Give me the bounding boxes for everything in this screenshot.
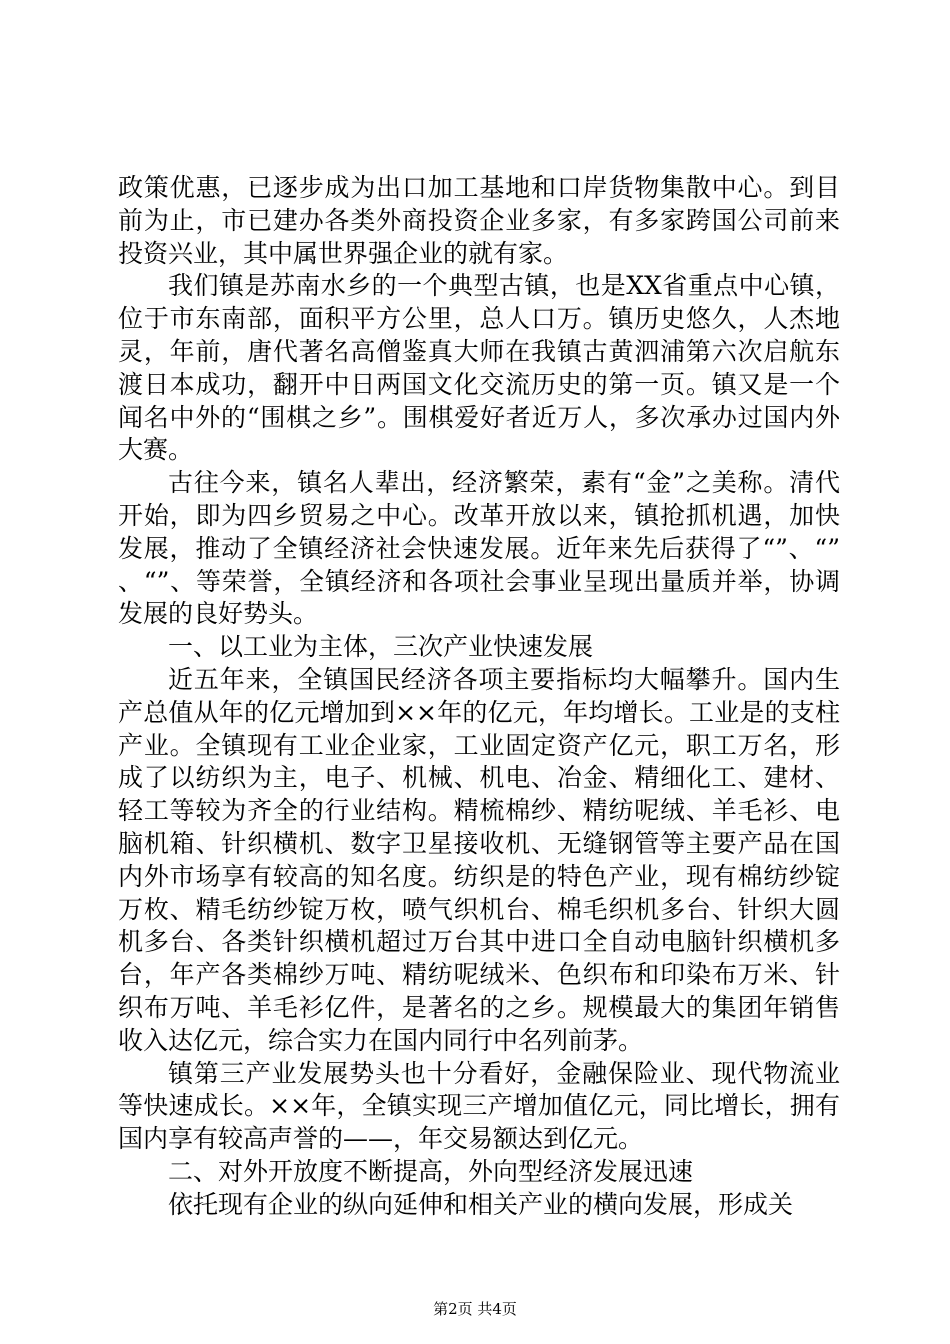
document-body [118, 172, 840, 1222]
paragraph-2: 我们镇是苏南水乡的一个典型古镇，也是XX省重点中心镇，位于市东南部，面积平方公里，总人口万。镇历史悠久，人杰地灵，年前，唐代著名高僧鉴真大师在我镇古黄泗浦第六次启航东渡日本成功，翻开中日两国文化交流历史的第一页。镇又是一个闻名中外的“围棋之乡”。围棋爱好者近万人，多次承办过国内外大赛。 [118, 271, 840, 465]
paragraph-6: 依托现有企业的纵向延伸和相关产业的横向发展，形成关 [168, 1189, 794, 1219]
paragraph-5: 镇第三产业发展势头也十分看好，金融保险业、现代物流业等快速成长。××年，全镇实现三产增加值亿元，同比增长，拥有国内享有较高声誉的——，年交易额达到亿元。 [118, 1058, 840, 1154]
paragraph-4: 近五年来，全镇国民经济各项主要指标均大幅攀升。国内生产总值从年的亿元增加到××年的亿元，年均增长。工业是的支柱产业。全镇现有工业企业家，工业固定资产亿元，职工万名，形成了以纺织为主，电子、机械、机电、冶金、精细化工、建材、轻工等较为齐全的行业结构。精梳棉纱、精纺呢绒、羊毛衫、电脑机箱、针织横机、数字卫星接收机、无缝钢管等主要产品在国内外市场享有较高的知名度。纺织是的特色产业，现有棉纺纱锭万枚、精毛纺纱锭万枚，喷气织机台、棉毛织机多台、针织大圆机多台、各类针织横机超过万台其中进口全自动电脑针织横机多台，年产各类棉纱万吨、精纺呢绒米、色织布和印染布万米、针织布万吨、羊毛衫亿件，是著名的之乡。规模最大的集团年销售收入达亿元，综合实力在国内同行中名列前茅。 [118, 664, 840, 1055]
section-heading-1: 一、以工业为主体，三次产业快速发展 [168, 632, 594, 662]
paragraph-3: 古往今来，镇名人辈出，经济繁荣，素有“金”之美称。清代开始，即为四乡贸易之中心。改革开放以来，镇抢抓机遇，加快发展，推动了全镇经济社会快速发展。近年来先后获得了“”、“”、“”、等荣誉，全镇经济和各项社会事业呈现出量质并举，协调发展的良好势头。 [118, 468, 840, 629]
paragraph-1: 政策优惠，已逐步成为出口加工基地和口岸货物集散中心。到目前为止，市已建办各类外商投资企业多家，有多家跨国公司前来投资兴业，其中属世界强企业的就有家。 [118, 173, 840, 268]
section-heading-2: 二、对外开放度不断提高，外向型经济发展迅速 [168, 1156, 694, 1186]
page-footer: 第2页 共4页 [433, 1300, 517, 1318]
